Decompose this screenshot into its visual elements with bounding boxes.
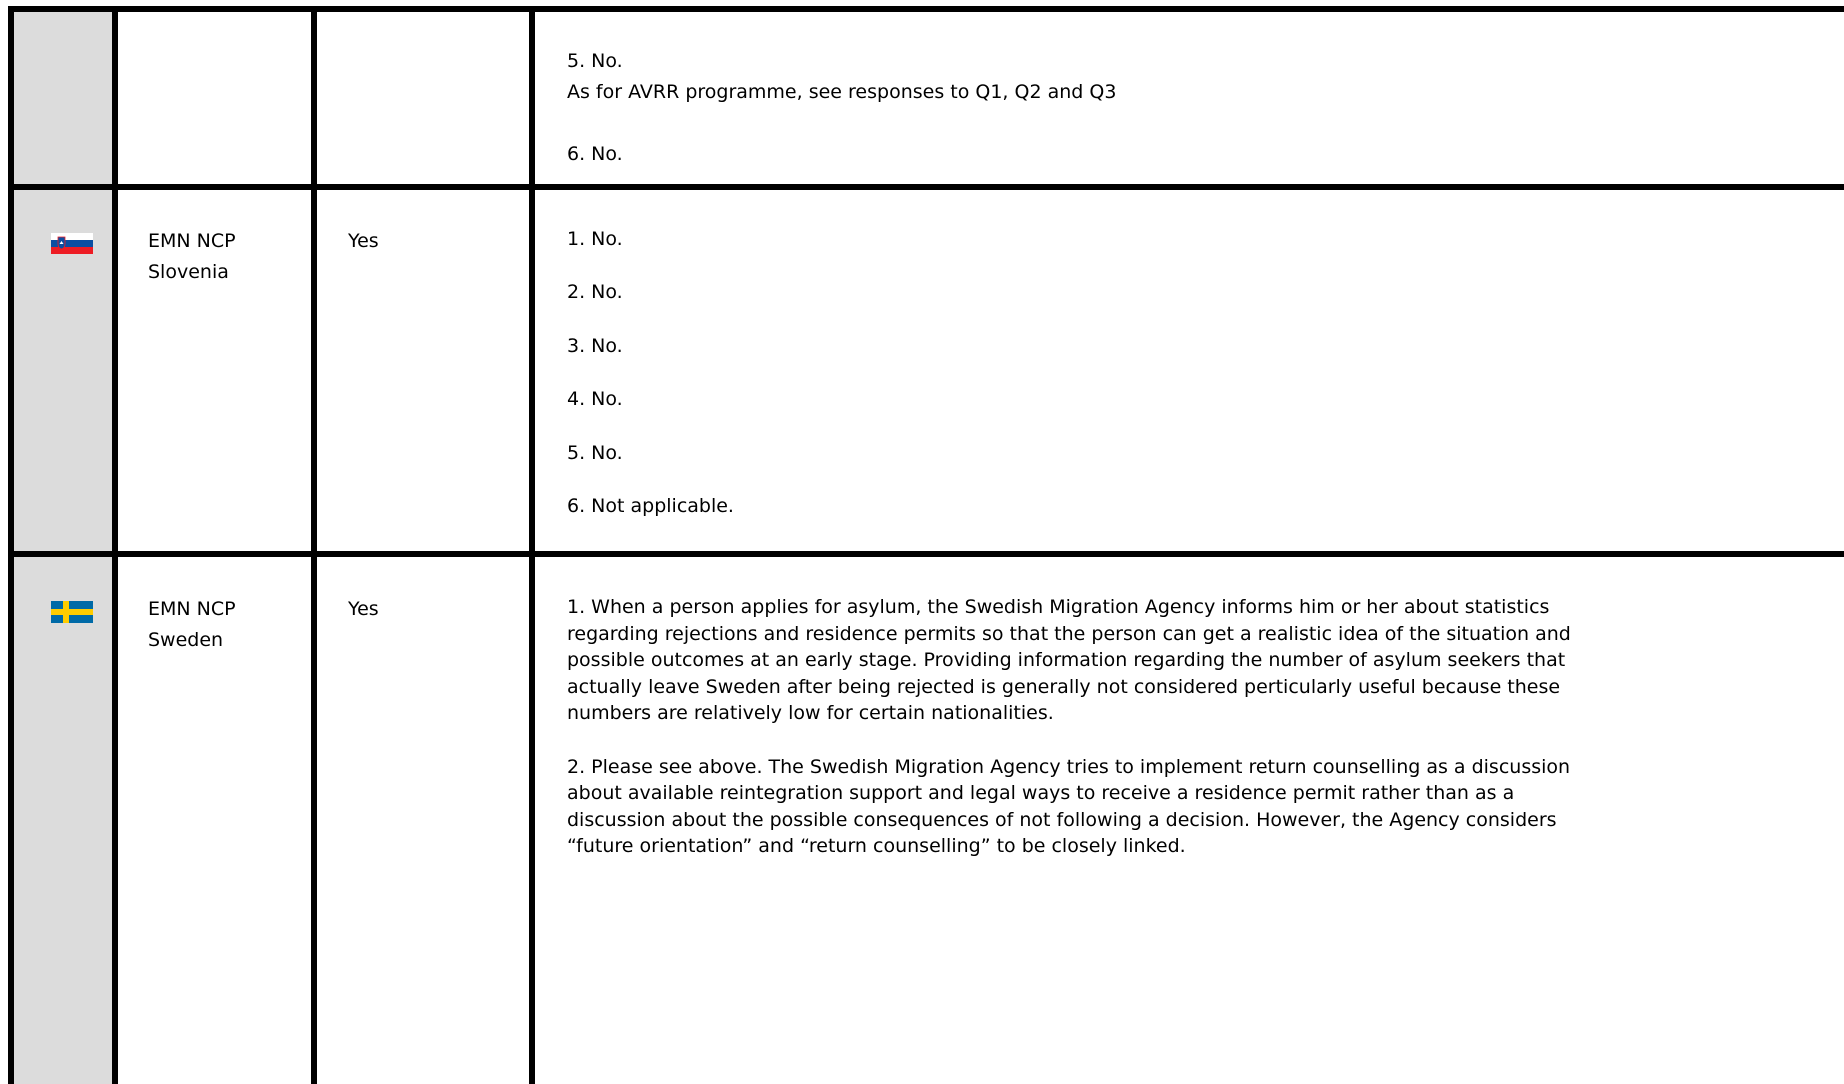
paragraph-line: 2. Please see above. The Swedish Migration Agency tries to implement return counselling as a discussion: [567, 755, 1571, 778]
country-name-sweden: [148, 594, 236, 656]
table-border-col1: [112, 8, 118, 1084]
response-line: As for AVRR programme, see responses to Q1, Q2 and Q3: [567, 81, 1117, 103]
sweden-flag-icon: [51, 601, 93, 623]
paragraph-line: discussion about the possible consequences of not following a decision. However, the Agency considers: [567, 808, 1557, 831]
country-name-slovenia: [148, 226, 236, 288]
table-row-continuation: [567, 46, 1116, 170]
country-label-line: EMN NCP: [148, 598, 236, 620]
paragraph-line: about available reintegration support and legal ways to receive a residence permit rather than as a: [567, 782, 1515, 805]
table-row-divider-1: [8, 184, 1844, 190]
response-line: 5. No.: [567, 50, 623, 72]
table-border-col2: [311, 8, 317, 1084]
paragraph-line: “future orientation” and “return counselling” to be closely linked.: [567, 835, 1186, 858]
table-row-divider-2: [8, 551, 1844, 557]
paragraph-line: 1. When a person applies for asylum, the Swedish Migration Agency informs him or her about statistics: [567, 596, 1550, 618]
table-border-top: [8, 6, 1844, 12]
paragraph-line: actually leave Sweden after being rejected is generally not considered perticularly useful because these: [567, 675, 1561, 698]
response-item: 1. No.: [567, 228, 623, 250]
table-border-col3: [529, 8, 535, 1084]
responses-slovenia: [567, 226, 734, 520]
response-line: 6. No.: [567, 143, 623, 165]
table-border-left: [8, 8, 14, 1084]
response-paragraph-2: [567, 754, 1571, 860]
paragraph-line: possible outcomes at an early stage. Providing information regarding the number of asylum seekers that: [567, 649, 1566, 672]
paragraph-line: numbers are relatively low for certain nationalities.: [567, 702, 1054, 725]
flag-column-background: [14, 12, 112, 1084]
response-item: 6. Not applicable.: [567, 494, 734, 517]
response-item: 2. No.: [567, 281, 623, 304]
paragraph-line: regarding rejections and residence permits so that the person can get a realistic idea of the situation and: [567, 622, 1571, 645]
response-item: 4. No.: [567, 388, 623, 411]
country-label-line: Slovenia: [148, 261, 229, 283]
answer-sweden: Yes: [348, 598, 379, 620]
country-label-line: Sweden: [148, 629, 224, 651]
country-label-line: EMN NCP: [148, 230, 236, 252]
responses-sweden: [567, 594, 1571, 860]
response-item: 3. No.: [567, 334, 623, 357]
answer-slovenia: Yes: [348, 230, 379, 252]
blank-line: [567, 108, 1116, 139]
slovenia-flag-icon: [51, 233, 93, 254]
response-item: 5. No.: [567, 441, 623, 464]
response-paragraph-1: [567, 594, 1571, 727]
